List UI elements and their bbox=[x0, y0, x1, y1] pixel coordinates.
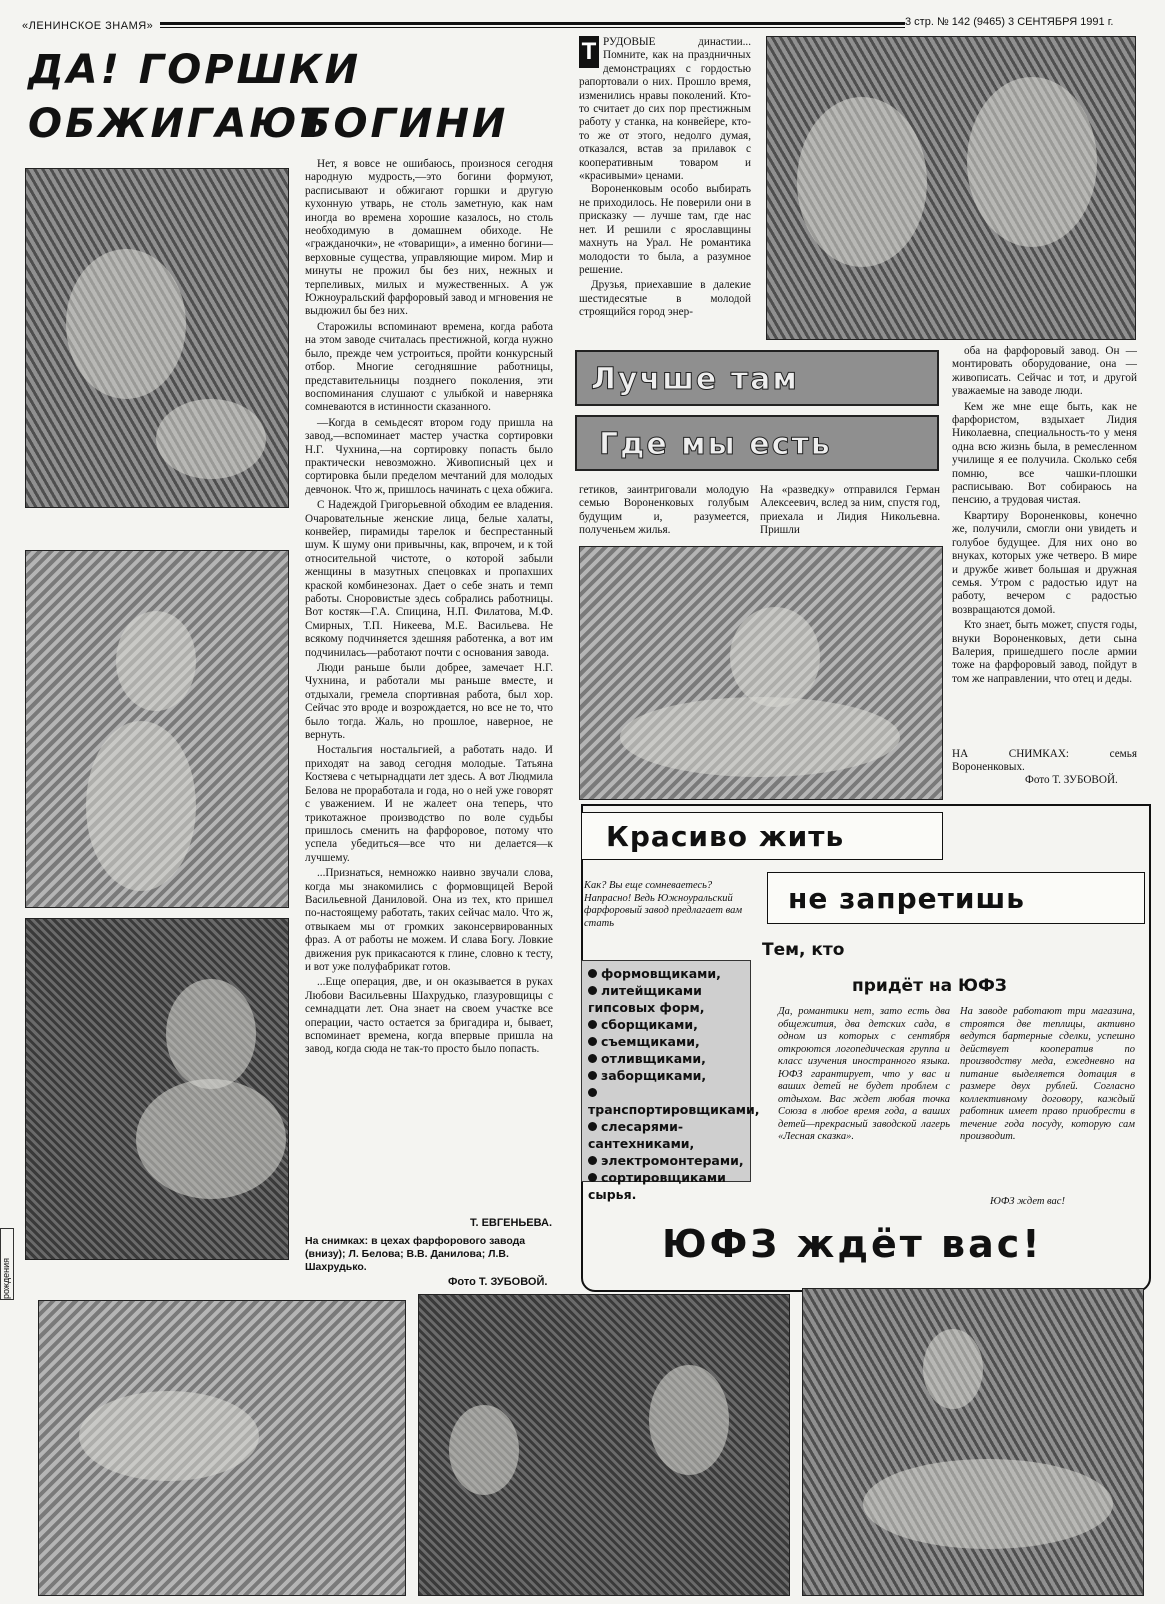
article1-p1: Нет, я вовсе не ошибаюсь, произнося сегодня народную мудрость,—это богини формуют, расписывают и обжигают горшки и другую кухонную утварь, не столь заметную, как нам иногда во времена хорошие казалось, но столь необходимую в домашнем обиходе. Не «гражданочки», не «товарищи», а именно богини—верховные существа, управляющие миром. Мир и минуты не прожил бы без них, нежных и терпеливых, милых и мужественных. А уж Южноуральский фарфоровый завод и мгновения не выдюжил бы без них. bbox=[305, 158, 553, 318]
ad-job-item: съемщиками, bbox=[588, 1033, 744, 1050]
ad-slogan: ЮФЗ ждёт вас! bbox=[662, 1222, 1043, 1266]
article1-p6: Ностальгия ностальгией, а работать надо. И приходят на завод сегодня молодые. Татьяна Костяева с четырнадцати лет здесь. А вот Людмила Белова не проработала и года, но о ней уже говорят с уважением. И не жалеет она теперь, что трикотажное производство по воле судьбы пришлось сменить на фарфоровое, потому что успела убедиться—все что ни делается—к лучшему. bbox=[305, 744, 553, 864]
issue-info: 3 стр. № 142 (9465) 3 СЕНТЯБРЯ 1991 г. bbox=[905, 16, 1114, 28]
ad-job-item: отливщиками, bbox=[588, 1050, 744, 1067]
ad-job-item: слесарями-сантехниками, bbox=[588, 1119, 695, 1151]
article2-right-p3: Квартиру Вороненковы, конечно же, получили, смогли они увидеть и голубое будущее. Для них оно во внуках, которых уже четверо. В мире и дружбе живет большая и дружная семья. Утром с радостью идут на работу, вечером с радостью возвращаются домой. bbox=[952, 509, 1137, 616]
ad-job-item: электромонтерами, bbox=[588, 1152, 744, 1169]
ad-job-item: литейщиками гипсовых форм, bbox=[588, 983, 705, 1015]
article2-col-b: На «разведку» отправился Герман Алексеевич, вслед за ним, спустя год, приехала и Лидия Никольевна. Пришли bbox=[760, 484, 940, 537]
ad-job-item: сортировщиками сырья. bbox=[588, 1170, 726, 1202]
article2-right-p2: Кем же мне еще быть, как не фарфористом, вздыхает Лидия Николаевна, специальность-то у меня одна всю жизнь была, в ремесленном училище я ее получила. Сколько себя помню, все чашки-плошки расписываю. Вот собираюсь на пенсию, а трудовая чистая. bbox=[952, 400, 1137, 507]
article1-p2: Старожилы вспоминают времена, когда работа на этом заводе считалась престижной, когда нужно было, прежде чем устроиться, пройти конкурсный отбор. Многие сегодняшние работницы, представительницы позднего поколения, эти воспоминания слушают с улыбкой и наверняка сомневаются в истинности сказанного. bbox=[305, 320, 553, 414]
header-rule bbox=[160, 22, 905, 25]
ad-job-item: транспортировщиками, bbox=[588, 1084, 744, 1118]
article1-photo-credit: Фото Т. ЗУБОВОЙ. bbox=[448, 1276, 548, 1288]
article1-p4: С Надеждой Григорьевной обходим ее владения. Очаровательные женские лица, белые халаты, конвейер, пирамиды тарелок и беспрестанный шум. К шуму они привычны, как, впрочем, и к той относительной чистоте, о которой забыли женщины в мазутных спецовках и пропахших краской комбинезонах. Дает о себе знать и темп работы. Сноровистые здесь собрались работницы. Вот костяк—Г.А. Спицина, Н.П. Филатова, М.Ф. Смирных, Т.П. Никеева, М.Е. Васильева. Не всякому подчиняется здешняя работенка, а вот им подчинилась—работают почти с основания завода. bbox=[305, 499, 553, 659]
ad-intro: Как? Вы еще сомневаетесь? Напрасно! Ведь Южноуральский фарфоровый завод предлагает вам стать bbox=[584, 880, 743, 929]
article2-photo-credit: Фото Т. ЗУБОВОЙ. bbox=[1025, 774, 1118, 786]
photo-belova bbox=[25, 168, 289, 508]
article1-p8: ...Еще операция, две, и он оказывается в руках Любови Васильевны Шахрудько, глазуровщицы с семнадцати лет. Она знает на своем участке все операции, часто остается за бригадира и, бывает, вспоминает времена, когда впервые пришла на завод, когда сюда не так-то просто было попасть. bbox=[305, 976, 553, 1056]
article2-intro bbox=[579, 36, 751, 336]
ad-title-line2: не запретишь bbox=[767, 872, 1145, 924]
photo-conveyor bbox=[38, 1300, 406, 1596]
ad-col2: На заводе работают три магазина, строятся две теплицы, активно ведутся бартерные сделки, успешно действует кооператив по производству меда, ежедневно на питание выделяется дотация в размере двух рублей. Согласно коллективному договору, каждый работник имеет право приобрести в течение года посуду, которую сам производит. bbox=[960, 1006, 1135, 1142]
article1-caption: На снимках: в цехах фарфорового завода (внизу); Л. Белова; В.В. Данилова; Л.В. Шахрудько. bbox=[305, 1235, 526, 1273]
photo-danilova bbox=[25, 550, 289, 908]
article2-right-p1: оба на фарфоровый завод. Он — монтировать оборудование, она — живописать. Сейчас и тот, и другой уважаемые на заводе люди. bbox=[952, 345, 1137, 398]
article2-title-line1: Лучше там bbox=[575, 350, 939, 406]
article1-author: Т. ЕВГЕНЬЕВА. bbox=[470, 1217, 553, 1229]
photo-shakhrudko bbox=[25, 918, 289, 1260]
article2-p3: Друзья, приехавшие в далекие шестидесятые в молодой строящийся город энер- bbox=[579, 279, 751, 319]
ad-who-line2: придёт на ЮФЗ bbox=[852, 976, 1007, 996]
ad-job-list bbox=[581, 960, 760, 1202]
ad-who-line1: Тем, кто bbox=[762, 940, 845, 960]
article1-p3: —Когда в семьдесят втором году пришла на завод,—вспоминает мастер участка сортировки Н.Г. Чухнина,—на сортировку попасть было практически невозможно. Живописный цех и сортировка были пределом мечтаний для молодых девчонок. Что ж, пришлось начинать с цеха обжига. bbox=[305, 416, 553, 496]
photo-dish-stacks bbox=[802, 1288, 1144, 1596]
article2-intro-text: РУДОВЫЕ династии... Помните, как на праздничных демонстрациях с гордостью рапортовали о них. Прошло время, изменились нравы поколений. Кто-то считает до сих пор престижным работу у станка, на конвейере, кто-то же от этого, недолго думая, отказался, встав за прилавок с кооперативным товаром и «красивыми» ценами. bbox=[579, 36, 751, 183]
article2-right-col bbox=[952, 345, 1137, 735]
ad-job-item: формовщиками, bbox=[588, 965, 744, 982]
article2-p2: Вороненковым особо выбирать не приходилось. Не поверили они в присказку — лучше там, где нас нет. И решили с ярославщины махнуть на Урал. Не романтика молодости то была, а разумное решение. bbox=[579, 183, 751, 276]
dropcap: Т bbox=[579, 36, 599, 68]
article2-col-a: гетиков, заинтриговали молодую семью Вороненковых голубым будущим и, разумеется, полученьем жилья. bbox=[579, 484, 749, 537]
ad-col2-end: ЮФЗ ждет вас! bbox=[990, 1196, 1065, 1207]
photo-vorонenkov-family bbox=[766, 36, 1136, 340]
newspaper-name: «ЛЕНИНСКОЕ ЗНАМЯ» bbox=[22, 20, 154, 32]
margin-mark: рождения bbox=[0, 1228, 14, 1300]
ad-title-line1: Красиво жить bbox=[581, 812, 943, 860]
headline-line2a: ОБЖИГАЮТ bbox=[28, 101, 330, 147]
ad-job-item: сборщиками, bbox=[588, 1016, 744, 1033]
article1-p5: Люди раньше были добрее, замечает Н.Г. Чухнина, и работали мы раньше вместе, и отдыхали, гремела спортивная работа, был хор. Сейчас это вроде и возрождается, но все не то, что было тогда. Жаль, но прошлое, наверное, не вернуть. bbox=[305, 662, 553, 742]
header-rule-thin bbox=[160, 27, 905, 28]
ad-job-item: заборщиками, bbox=[588, 1067, 744, 1084]
headline-line1: ДА! ГОРШКИ bbox=[28, 47, 362, 93]
photo-workshop bbox=[579, 546, 943, 800]
headline-line2b: БОГИНИ bbox=[300, 101, 509, 147]
ad-col1: Да, романтики нет, зато есть два общежития, два детских сада, в одном из которых с сентября откроются логопедическая группа и класс изучения иностранного языка. ЮФЗ гарантирует, что у вас и ваших детей не будет проблем с отдыхом. Вас ждет любая точка Союза в любое время года, а ваших детей—прекрасный заводской лагерь «Лесная сказка». bbox=[778, 1006, 950, 1142]
photo-workers bbox=[418, 1294, 790, 1596]
article2-right-p4: Кто знает, быть может, спустя годы, внуки Вороненковых, дети сына Валерия, пришедшего после армии тоже на фарфоровый завод, пойдут в том же направлении, что отец и деды. bbox=[952, 619, 1137, 685]
article2-title-line2: Где мы есть bbox=[575, 415, 939, 471]
article1-body bbox=[305, 158, 553, 1158]
article1-p7: ...Признаться, немножко наивно звучали слова, когда мы знакомились с формовщицей Верой Васильевной Даниловой. Она из тех, кто пришел по-настоящему работать, таких сейчас мало. Что ж, отвыкаем мы от громких законсервированных фраз. А от работы не можем. И слава Богу. Ловкие движения рук прикасаются к глине, словно к тесту, и вот уже полуфабрикат готов. bbox=[305, 867, 553, 973]
article2-caption: НА СНИМКАХ: семья Вороненковых. bbox=[952, 748, 1137, 774]
